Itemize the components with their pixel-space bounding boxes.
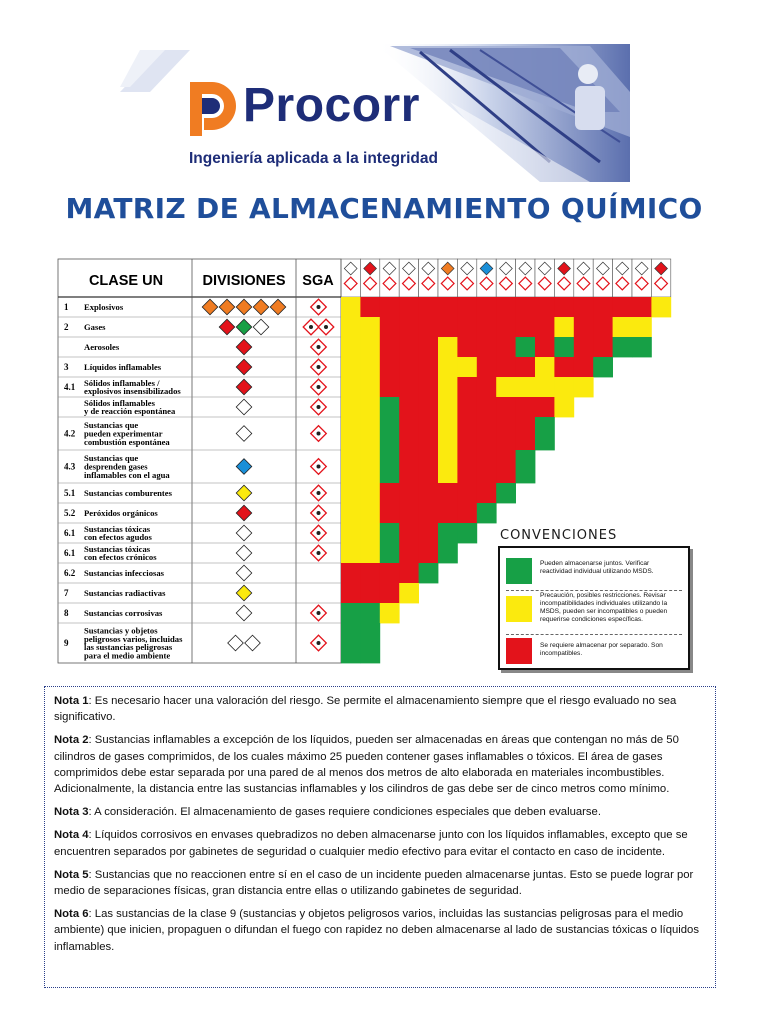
- note-text: : Las sustancias de la clase 9 (sustancias y objetos peligrosos varios, incluidas las sustancias peligrosas para el medio ambiente) que inicien, propaguen o difundan el fuego con rapidez no deben almacenarse al lado de sustancias tóxicas o líquidos inflamables.: [54, 908, 699, 953]
- pictogram-symbol: [317, 432, 321, 436]
- matrix-cell: [380, 317, 400, 337]
- matrix-cell: [380, 543, 400, 563]
- matrix-cell: [574, 297, 594, 317]
- matrix-cell: [419, 317, 439, 337]
- matrix-cell: [554, 357, 574, 377]
- toxic-icon: [236, 525, 252, 541]
- matrix-cell: [477, 297, 497, 317]
- matrix-cell: [399, 337, 419, 357]
- legend-swatch-green: [506, 558, 532, 584]
- matrix-cell: [457, 297, 477, 317]
- class-number: 4.1: [64, 382, 76, 392]
- pictogram-symbol: [317, 531, 321, 535]
- pictogram-symbol: [317, 491, 321, 495]
- class-number: 4.2: [64, 428, 76, 439]
- flammable-solid-icon: [236, 399, 252, 415]
- note-text: : Es necesario hacer una valoración del riesgo. Se permite el almacenamiento siempre que el riesgo evaluado no sea significativo.: [54, 695, 677, 724]
- matrix-cell: [535, 397, 555, 417]
- matrix-cell: [360, 483, 380, 503]
- note-4: [54, 827, 706, 859]
- legend-divider: [506, 634, 682, 635]
- legend-swatch-red: [506, 638, 532, 664]
- matrix-cell: [516, 397, 536, 417]
- matrix-cell: [399, 483, 419, 503]
- matrix-cell: [477, 503, 497, 523]
- matrix-cell: [477, 483, 497, 503]
- matrix-cell: [496, 297, 516, 317]
- matrix-cell: [419, 450, 439, 483]
- class-label: Sustancias corrosivas: [84, 608, 163, 618]
- matrix-cell: [341, 417, 361, 450]
- class-number: 5.2: [64, 508, 76, 518]
- matrix-cell: [438, 297, 458, 317]
- matrix-cell: [438, 397, 458, 417]
- matrix-cell: [438, 483, 458, 503]
- note-label: Nota 4: [54, 829, 89, 842]
- pictogram-symbol: [324, 325, 328, 329]
- matrix-cell: [380, 297, 400, 317]
- matrix-cell: [477, 450, 497, 483]
- matrix-cell: [477, 417, 497, 450]
- matrix-cell: [419, 337, 439, 357]
- matrix-cell: [438, 523, 458, 543]
- matrix-cell: [380, 357, 400, 377]
- matrix-cell: [419, 377, 439, 397]
- class-label: pueden experimentar: [84, 428, 163, 439]
- pictogram-symbol: [317, 465, 321, 469]
- matrix-cell: [477, 397, 497, 417]
- pictogram-symbol: [317, 611, 321, 615]
- class-number: 5.1: [64, 488, 76, 498]
- matrix-cell: [477, 317, 497, 337]
- matrix-cell: [341, 483, 361, 503]
- matrix-cell: [457, 523, 477, 543]
- class-label: para el medio ambiente: [84, 650, 171, 661]
- matrix-cell: [457, 417, 477, 450]
- matrix-cell: [438, 377, 458, 397]
- class-label: Sustancias comburentes: [84, 488, 172, 498]
- matrix-cell: [399, 563, 419, 583]
- matrix-cell: [360, 297, 380, 317]
- legend-text-yellow: Precaución, posibles restricciones. Revisar incompatibilidades individuales utilizando la MSDS, pueden ser incompatibles o pueden requerirse condiciones específicas.: [540, 592, 668, 623]
- note-1: [54, 693, 706, 725]
- matrix-cell: [516, 377, 536, 397]
- flammable-liquid-icon: [236, 359, 252, 375]
- matrix-cell: [360, 317, 380, 337]
- note-text: : Líquidos corrosivos en envases quebradizos no deben almacenarse junto con los líquidos inflamables, excepto que se encuentren separados por gabinetes de seguridad o cualquier medio efectivo para evitar el contacto en caso de incidente.: [54, 829, 688, 858]
- note-3: [54, 804, 706, 820]
- matrix-cell: [496, 357, 516, 377]
- class-label: inflamables con el agua: [84, 469, 170, 480]
- matrix-cell: [535, 297, 555, 317]
- class-label: Líquidos inflamables: [84, 362, 162, 372]
- corrosive-icon: [236, 605, 252, 621]
- matrix-cell: [554, 337, 574, 357]
- note-text: : Sustancias que no reaccionen entre sí en el caso de un incidente pueden almacenarse juntas. Esto se puede lograr por medio de separaciones físicas, gran distancia entre ellas o utilizando gabinetes de seguridad.: [54, 868, 694, 898]
- matrix-cell: [360, 583, 380, 603]
- matrix-cell: [399, 523, 419, 543]
- class-label: Sustancias tóxicas: [84, 523, 151, 534]
- matrix-cell: [574, 317, 594, 337]
- header-divisiones: DIVISIONES: [202, 273, 286, 289]
- misc-and-environment-icons: [228, 635, 244, 651]
- class-label: desprenden gases: [84, 461, 148, 472]
- matrix-cell: [380, 397, 400, 417]
- matrix-cell: [613, 337, 633, 357]
- matrix-cell: [380, 523, 400, 543]
- matrix-cell: [341, 317, 361, 337]
- matrix-cell: [496, 317, 516, 337]
- class-number: 6.1: [64, 548, 76, 558]
- legend-swatch-yellow: [506, 596, 532, 622]
- class-label: las sustancias peligrosas: [84, 642, 173, 653]
- gas-class-2-icons: [236, 319, 252, 335]
- matrix-cell: [419, 417, 439, 450]
- pictogram-symbol: [317, 305, 321, 309]
- class-number: 1: [64, 302, 69, 312]
- flammable-solid-icon: [236, 379, 252, 395]
- matrix-cell: [380, 377, 400, 397]
- note-5: [54, 867, 706, 899]
- matrix-cell: [360, 357, 380, 377]
- matrix-cell: [360, 603, 380, 623]
- matrix-cell: [496, 377, 516, 397]
- matrix-cell: [399, 397, 419, 417]
- matrix-cell: [457, 377, 477, 397]
- matrix-cell: [651, 297, 671, 317]
- pictogram-symbol: [317, 405, 321, 409]
- matrix-cell: [360, 563, 380, 583]
- class-label: Sustancias que: [84, 420, 139, 431]
- matrix-cell: [399, 317, 419, 337]
- class-label: Sustancias y objetos: [84, 625, 158, 636]
- class-label: Sólidos inflamables: [84, 397, 155, 408]
- radioactive-icon: [236, 585, 252, 601]
- matrix-cell: [360, 450, 380, 483]
- matrix-cell: [419, 357, 439, 377]
- class-label: Sustancias infecciosas: [84, 568, 164, 578]
- class-number: 3: [64, 362, 69, 372]
- note-label: Nota 6: [54, 908, 89, 921]
- matrix-cell: [380, 583, 400, 603]
- notes-box: [44, 686, 716, 988]
- matrix-cell: [554, 297, 574, 317]
- pictogram-symbol: [317, 511, 321, 515]
- class-label: combustión espontánea: [84, 436, 170, 447]
- matrix-cell: [399, 377, 419, 397]
- class-number: 4.3: [64, 461, 76, 472]
- matrix-cell: [632, 317, 652, 337]
- note-label: Nota 3: [54, 806, 89, 819]
- matrix-text: [64, 273, 334, 661]
- matrix-cell: [380, 450, 400, 483]
- class-label: Sustancias que: [84, 453, 139, 464]
- explosive-class-1-icons: [270, 299, 286, 315]
- matrix-cell: [380, 603, 400, 623]
- matrix-cell: [341, 377, 361, 397]
- matrix-cell: [593, 297, 613, 317]
- pictogram-symbol: [309, 325, 313, 329]
- matrix-cell: [496, 417, 516, 450]
- matrix-cell: [554, 397, 574, 417]
- oxidizer-icon: [236, 485, 252, 501]
- matrix-cell: [341, 450, 361, 483]
- matrix-cell: [477, 377, 497, 397]
- matrix-cell: [341, 523, 361, 543]
- matrix-cell: [438, 450, 458, 483]
- matrix-cell: [496, 397, 516, 417]
- page-title: MATRIZ DE ALMACENAMIENTO QUÍMICO: [65, 192, 703, 225]
- note-text: : Sustancias inflamables a excepción de los líquidos, pueden ser almacenadas en áreas que contengan no más de 50 cilindros de gases comprimidos, de los cuales máximo 25 pueden contener gases inflamables o tóxicos. El área de gases comprimidos debe estar separada por una pared de al menos dos metros de alto elaborada en materiales incombustibles. Adicionalmente, la distancia entre las sustancias inflamables y los cilindros de gas debe ser de cinco metros como mínimo.: [54, 734, 679, 796]
- class-label: Sustancias radiactivas: [84, 588, 166, 598]
- matrix-cell: [438, 317, 458, 337]
- spontaneous-combustion-icon: [236, 426, 252, 442]
- matrix-cell: [419, 523, 439, 543]
- matrix-cell: [613, 317, 633, 337]
- matrix-cell: [380, 417, 400, 450]
- explosive-class-1-icons: [236, 299, 252, 315]
- matrix-cell: [535, 317, 555, 337]
- legend-text-green: Pueden almacenarse juntos. Verificar reactividad individual utilizando MSDS.: [540, 560, 654, 575]
- note-text: : A consideración. El almacenamiento de gases requiere condiciones especiales que deben evaluarse.: [88, 806, 601, 819]
- note-label: Nota 2: [54, 734, 89, 747]
- note-2: [54, 732, 706, 797]
- matrix-cell: [457, 450, 477, 483]
- class-number: 7: [64, 588, 69, 598]
- matrix-cell: [399, 503, 419, 523]
- organic-peroxide-icon: [236, 505, 252, 521]
- matrix-cell: [477, 337, 497, 357]
- explosive-class-1-icons: [202, 299, 218, 315]
- matrix-cell: [457, 337, 477, 357]
- matrix-cell: [535, 337, 555, 357]
- class-label: Gases: [84, 322, 106, 332]
- matrix-cell: [438, 337, 458, 357]
- matrix-cell: [516, 450, 536, 483]
- infectious-icon: [236, 565, 252, 581]
- matrix-cell: [399, 357, 419, 377]
- matrix-cell: [438, 417, 458, 450]
- matrix-cell: [593, 317, 613, 337]
- matrix-cell: [399, 543, 419, 563]
- matrix-cell: [613, 297, 633, 317]
- matrix-cell: [341, 503, 361, 523]
- class-label: Aerosoles: [84, 342, 120, 352]
- class-label: y de reacción espontánea: [84, 406, 176, 417]
- matrix-cell: [380, 563, 400, 583]
- matrix-cell: [419, 297, 439, 317]
- matrix-cell: [341, 563, 361, 583]
- matrix-cell: [360, 377, 380, 397]
- matrix-cell: [360, 623, 380, 663]
- matrix-cell: [341, 397, 361, 417]
- matrix-cell: [380, 483, 400, 503]
- misc-and-environment-icons: [245, 635, 261, 651]
- matrix-cell: [360, 543, 380, 563]
- matrix-cell: [574, 377, 594, 397]
- matrix-cell: [360, 523, 380, 543]
- matrix-cell: [496, 337, 516, 357]
- matrix-cell: [516, 297, 536, 317]
- matrix-cell: [516, 357, 536, 377]
- matrix-cell: [419, 563, 439, 583]
- pictogram-symbol: [317, 365, 321, 369]
- matrix-cell: [632, 337, 652, 357]
- matrix-cell: [438, 503, 458, 523]
- matrix-cell: [341, 543, 361, 563]
- pictogram-symbol: [317, 551, 321, 555]
- dangerous-when-wet-icon: [236, 459, 252, 475]
- matrix-cell: [516, 417, 536, 450]
- matrix-cell: [457, 483, 477, 503]
- flammable-icon: [236, 339, 252, 355]
- class-label: Peróxidos orgánicos: [84, 508, 158, 518]
- class-number: 2: [64, 322, 69, 332]
- matrix-cell: [419, 503, 439, 523]
- legend-divider: [506, 590, 682, 591]
- matrix-cell: [554, 377, 574, 397]
- matrix-cell: [341, 623, 361, 663]
- brand-name: Procorr: [243, 79, 420, 132]
- matrix-cell: [632, 297, 652, 317]
- matrix-cell: [477, 357, 497, 377]
- matrix-cell: [341, 357, 361, 377]
- pictogram-symbol: [317, 641, 321, 645]
- matrix-cell: [516, 317, 536, 337]
- matrix-cell: [535, 357, 555, 377]
- matrix-cell: [419, 543, 439, 563]
- matrix-cell: [399, 583, 419, 603]
- pictogram-symbol: [317, 385, 321, 389]
- matrix-cell: [380, 337, 400, 357]
- matrix-cell: [399, 417, 419, 450]
- header-sga: SGA: [302, 273, 334, 289]
- gas-class-2-icons: [253, 319, 269, 335]
- class-number: 9: [64, 638, 69, 648]
- toxic-icon: [236, 545, 252, 561]
- legend-text-red: Se requiere almacenar por separado. Son incompatibles.: [540, 642, 663, 657]
- header-clase-un: CLASE UN: [88, 273, 164, 289]
- class-label: Sólidos inflamables /: [84, 377, 160, 388]
- class-label: Explosivos: [84, 302, 124, 312]
- class-number: 8: [64, 608, 69, 618]
- matrix-cell: [399, 450, 419, 483]
- matrix-cell: [535, 417, 555, 450]
- matrix-cell: [496, 450, 516, 483]
- class-number: 6.2: [64, 568, 76, 578]
- matrix-cell: [380, 503, 400, 523]
- matrix-cell: [438, 543, 458, 563]
- matrix-cell: [419, 397, 439, 417]
- class-label: Sustancias tóxicas: [84, 543, 151, 554]
- matrix-cell: [593, 357, 613, 377]
- matrix-cell: [341, 337, 361, 357]
- matrix-cell: [360, 337, 380, 357]
- legend: [498, 546, 690, 670]
- matrix-cell: [574, 357, 594, 377]
- class-number: 6.1: [64, 528, 76, 538]
- matrix-cell: [341, 603, 361, 623]
- explosive-class-1-icons: [219, 299, 235, 315]
- matrix-cell: [360, 503, 380, 523]
- matrix-cell: [399, 297, 419, 317]
- matrix-cell: [496, 483, 516, 503]
- note-label: Nota 1: [54, 695, 89, 707]
- class-label: explosivos insensibilizados: [84, 386, 181, 397]
- matrix-cell: [457, 317, 477, 337]
- class-label: peligrosos varios, incluidas: [84, 633, 183, 644]
- matrix-cell: [516, 337, 536, 357]
- pictogram-symbol: [317, 345, 321, 349]
- note-label: Nota 5: [54, 868, 89, 881]
- matrix-cell: [360, 417, 380, 450]
- matrix-cell: [457, 357, 477, 377]
- tagline: Ingeniería aplicada a la integridad: [189, 150, 438, 167]
- note-6: [54, 906, 706, 955]
- matrix-cell: [457, 397, 477, 417]
- matrix-cell: [574, 337, 594, 357]
- matrix-cell: [341, 583, 361, 603]
- matrix-cell: [438, 357, 458, 377]
- matrix-cell: [535, 377, 555, 397]
- class-label: con efectos crónicos: [84, 552, 157, 563]
- explosive-class-1-icons: [253, 299, 269, 315]
- matrix-cell: [341, 297, 361, 317]
- legend-title: CONVENCIONES: [500, 528, 618, 543]
- gas-class-2-icons: [219, 319, 235, 335]
- matrix-cell: [457, 503, 477, 523]
- matrix-cell: [593, 337, 613, 357]
- matrix-cell: [360, 397, 380, 417]
- matrix-cell: [419, 483, 439, 503]
- class-label: con efectos agudos: [84, 532, 152, 543]
- matrix-cell: [554, 317, 574, 337]
